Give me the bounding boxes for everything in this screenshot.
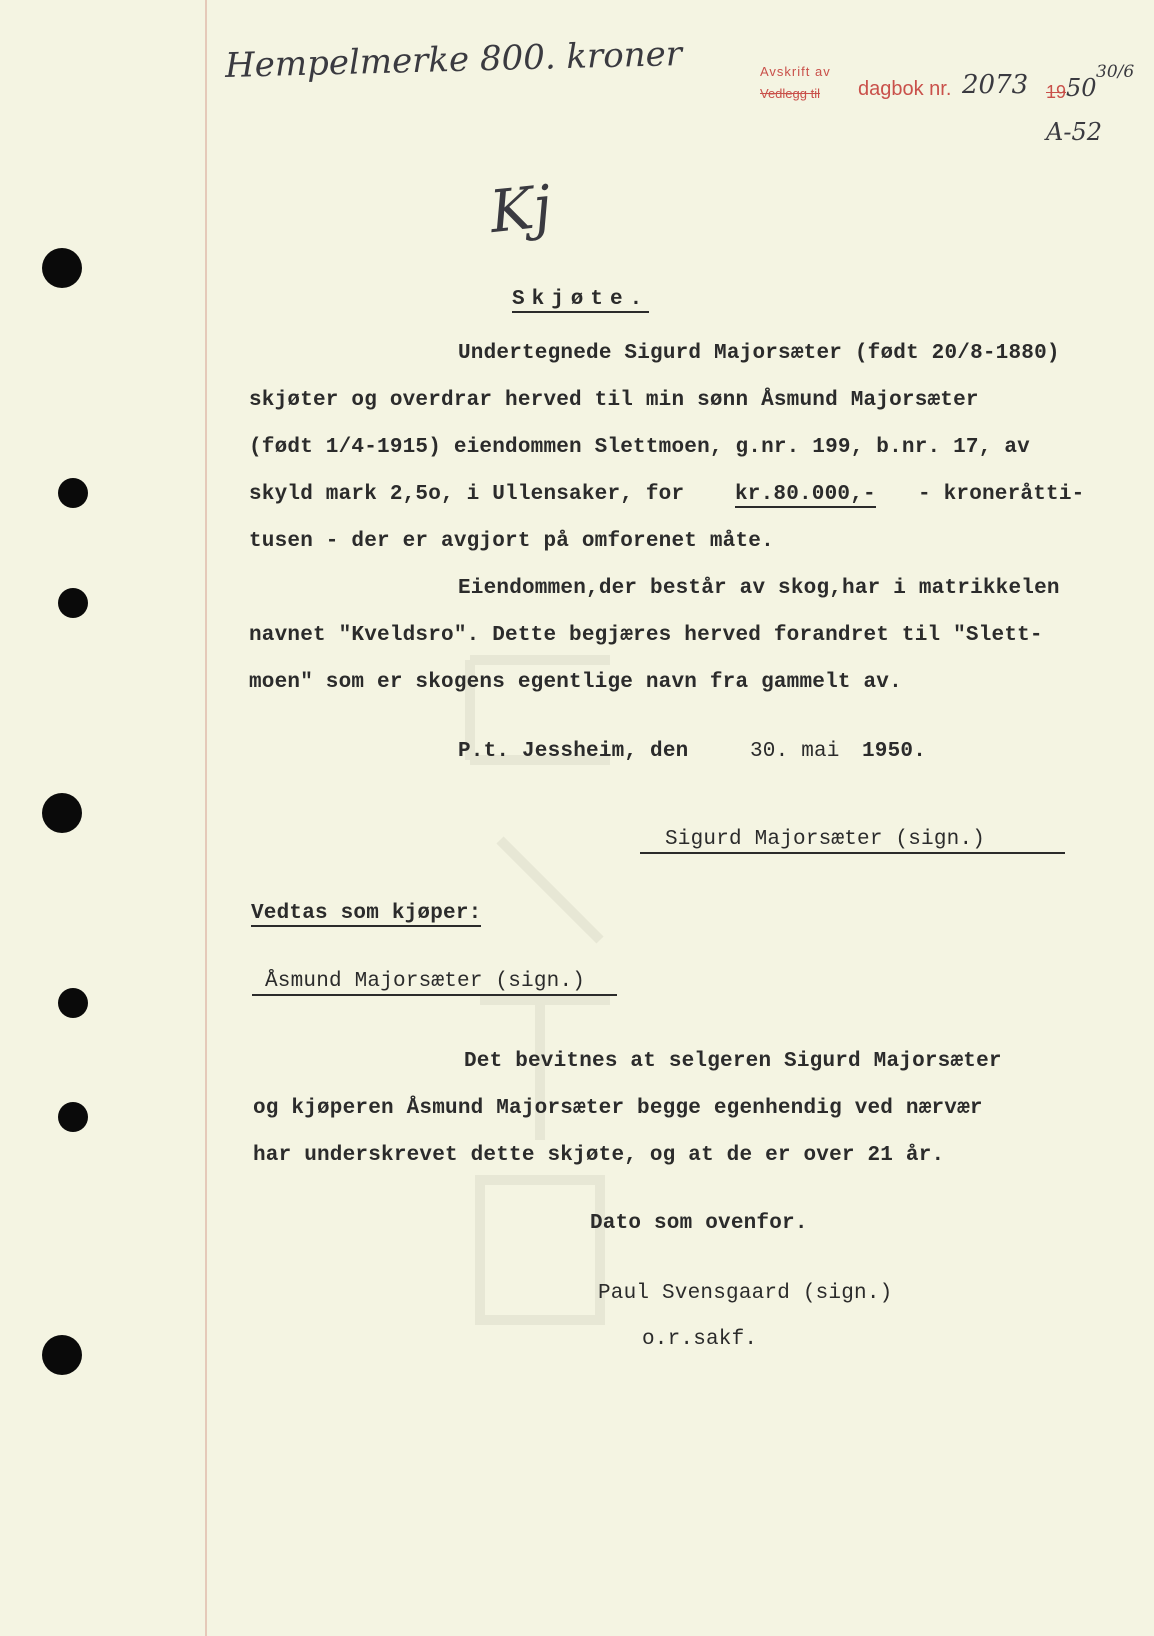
year-suffix: 50: [1066, 74, 1097, 102]
punch-hole: [42, 1335, 82, 1375]
body-line: Eiendommen,der består av skog,har i matrikkelen: [458, 577, 1060, 600]
punch-hole: [58, 588, 88, 618]
punch-hole: [42, 793, 82, 833]
witness-line: Det bevitnes at selgeren Sigurd Majorsæter: [464, 1050, 1002, 1073]
purchase-price: kr.80.000,-: [735, 483, 876, 506]
seller-signature: Sigurd Majorsæter (sign.): [665, 828, 986, 851]
handwritten-fee-note: Hempelmerke 800. kroner: [224, 34, 683, 86]
witness-line: og kjøperen Åsmund Majorsæter begge egenhendig ved nærvær: [253, 1097, 983, 1120]
punch-hole: [58, 478, 88, 508]
document-title: Skjøte.: [512, 288, 650, 311]
stamp-dagbok-label: dagbok nr.: [858, 78, 952, 100]
witness-title: o.r.sakf.: [642, 1328, 758, 1351]
buyer-heading: Vedtas som kjøper:: [251, 902, 482, 925]
place-date-year: 1950.: [862, 740, 927, 763]
seller-signature-line: [640, 852, 1065, 854]
buyer-signature: Åsmund Majorsæter (sign.): [265, 970, 586, 993]
body-line: skjøter og overdrar herved til min sønn Åsmund Majorsæter: [249, 389, 979, 412]
stamp-line-2: Vedlegg til: [760, 86, 820, 101]
body-line: (født 1/4-1915) eiendommen Slettmoen, g.nr. 199, b.nr. 17, av: [249, 436, 1030, 459]
witness-name: Paul Svensgaard (sign.): [598, 1282, 893, 1305]
margin-rule: [205, 0, 207, 1636]
place-date-day: 30. mai: [750, 740, 840, 763]
body-line: moen" som er skogens egentlige navn fra gammelt av.: [249, 671, 902, 694]
punch-hole: [58, 988, 88, 1018]
buyer-signature-line: [252, 994, 617, 996]
date-line: Dato som ovenfor.: [590, 1212, 808, 1235]
body-line: - kroneråtti-: [918, 483, 1085, 506]
body-line: tusen - der er avgjort på omforenet måte.: [249, 530, 774, 553]
stamp-line-1: Avskrift av: [760, 64, 831, 79]
place-date-prefix: P.t. Jessheim, den: [458, 740, 689, 763]
watermark: [440, 620, 640, 1380]
witness-line: har underskrevet dette skjøte, og at de er over 21 år.: [253, 1144, 945, 1167]
body-line: skyld mark 2,5o, i Ullensaker, for: [249, 483, 685, 506]
body-line: Undertegnede Sigurd Majorsæter (født 20/8-1880): [458, 342, 1060, 365]
body-line: navnet "Kveldsro". Dette begjæres herved forandret til "Slett-: [249, 624, 1043, 647]
dagbok-number: 2073: [962, 70, 1029, 100]
year-prefix: 19: [1046, 82, 1067, 102]
reference-number: A-52: [1046, 118, 1102, 146]
punch-hole: [42, 248, 82, 288]
date-annotation: 30/6: [1096, 62, 1135, 82]
punch-hole: [58, 1102, 88, 1132]
handwritten-initials: Kj: [486, 171, 555, 247]
